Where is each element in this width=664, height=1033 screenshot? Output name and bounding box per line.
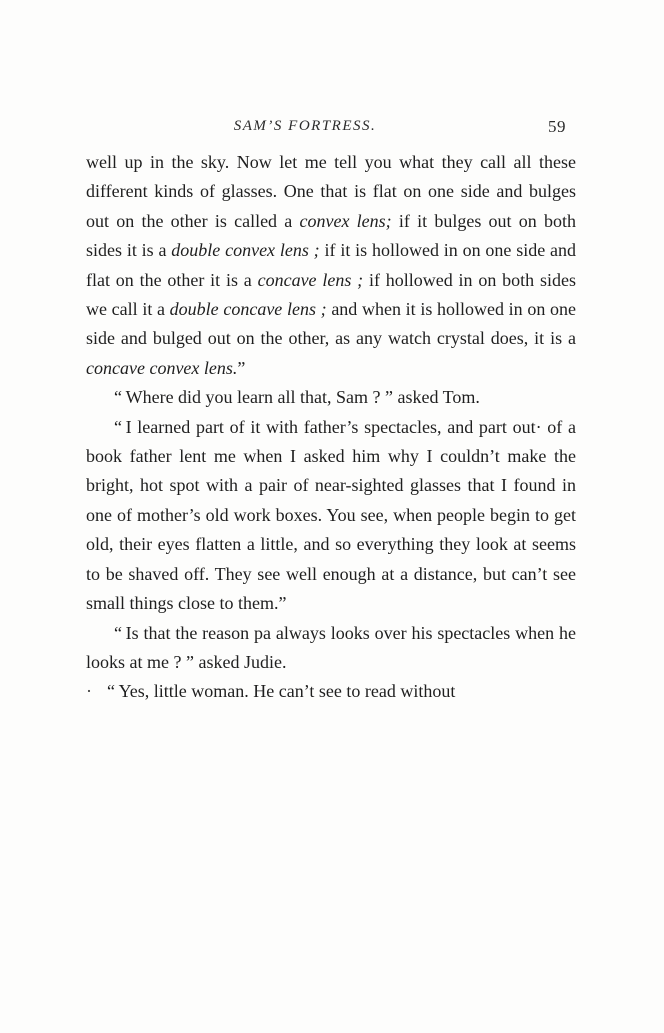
text-run: well up in the sky. Now let me tell you what they call all these different kinds of glasses. One that is flat on one side and bulges out on the other is called a — [86, 152, 576, 231]
text-run-italic: concave convex lens. — [86, 357, 238, 378]
text-run: ” — [237, 357, 246, 378]
text-run: “ Is that the reason pa always looks over his spectacles when he looks at me ? ” asked Judie. — [86, 622, 576, 672]
text-run: if it is hollowed in on one side and flat on the other it is a — [86, 240, 577, 290]
text-run: if it bulges out on both sides it is a — [86, 210, 576, 261]
margin-dot-mark: · — [86, 681, 92, 702]
page-number: 59 — [548, 117, 566, 136]
text-run-italic: double concave lens ; — [169, 299, 327, 320]
text-run: “ Where did you learn all that, Sam ? ” asked Tom. — [114, 387, 480, 408]
text-run: “ Yes, little woman. He can’t see to read without — [107, 681, 456, 702]
text-run: and when it is hollowed in on one side and bulged out on the other, as any watch crystal does, it is a — [86, 299, 577, 349]
text-run-italic: concave lens ; — [257, 269, 364, 290]
paragraph — [86, 383, 576, 412]
text-run: if hollowed in on both sides we call it a — [86, 269, 576, 320]
paragraph — [86, 619, 576, 678]
paragraph — [86, 413, 576, 619]
text-run-italic: double convex lens ; — [171, 240, 320, 261]
text-run-italic: convex lens; — [299, 210, 392, 231]
paragraph — [86, 677, 576, 706]
page-header — [86, 118, 576, 142]
paragraph — [86, 148, 576, 383]
running-header-title: SAM’S FORTRESS. — [233, 118, 377, 134]
page-body — [86, 148, 576, 707]
text-run: “ I learned part of it with father’s spectacles, and part out· of a book father lent me when I asked him why I couldn’t make the bright, hot spot with a pair of near-sighted glasses that I found in one of mother’s old work boxes. You see, when people begin to get old, their eyes flatten a little, and so everything they look at seems to be shaved off. They see well enough at a distance, but can’t see small things close to them.” — [86, 416, 576, 614]
